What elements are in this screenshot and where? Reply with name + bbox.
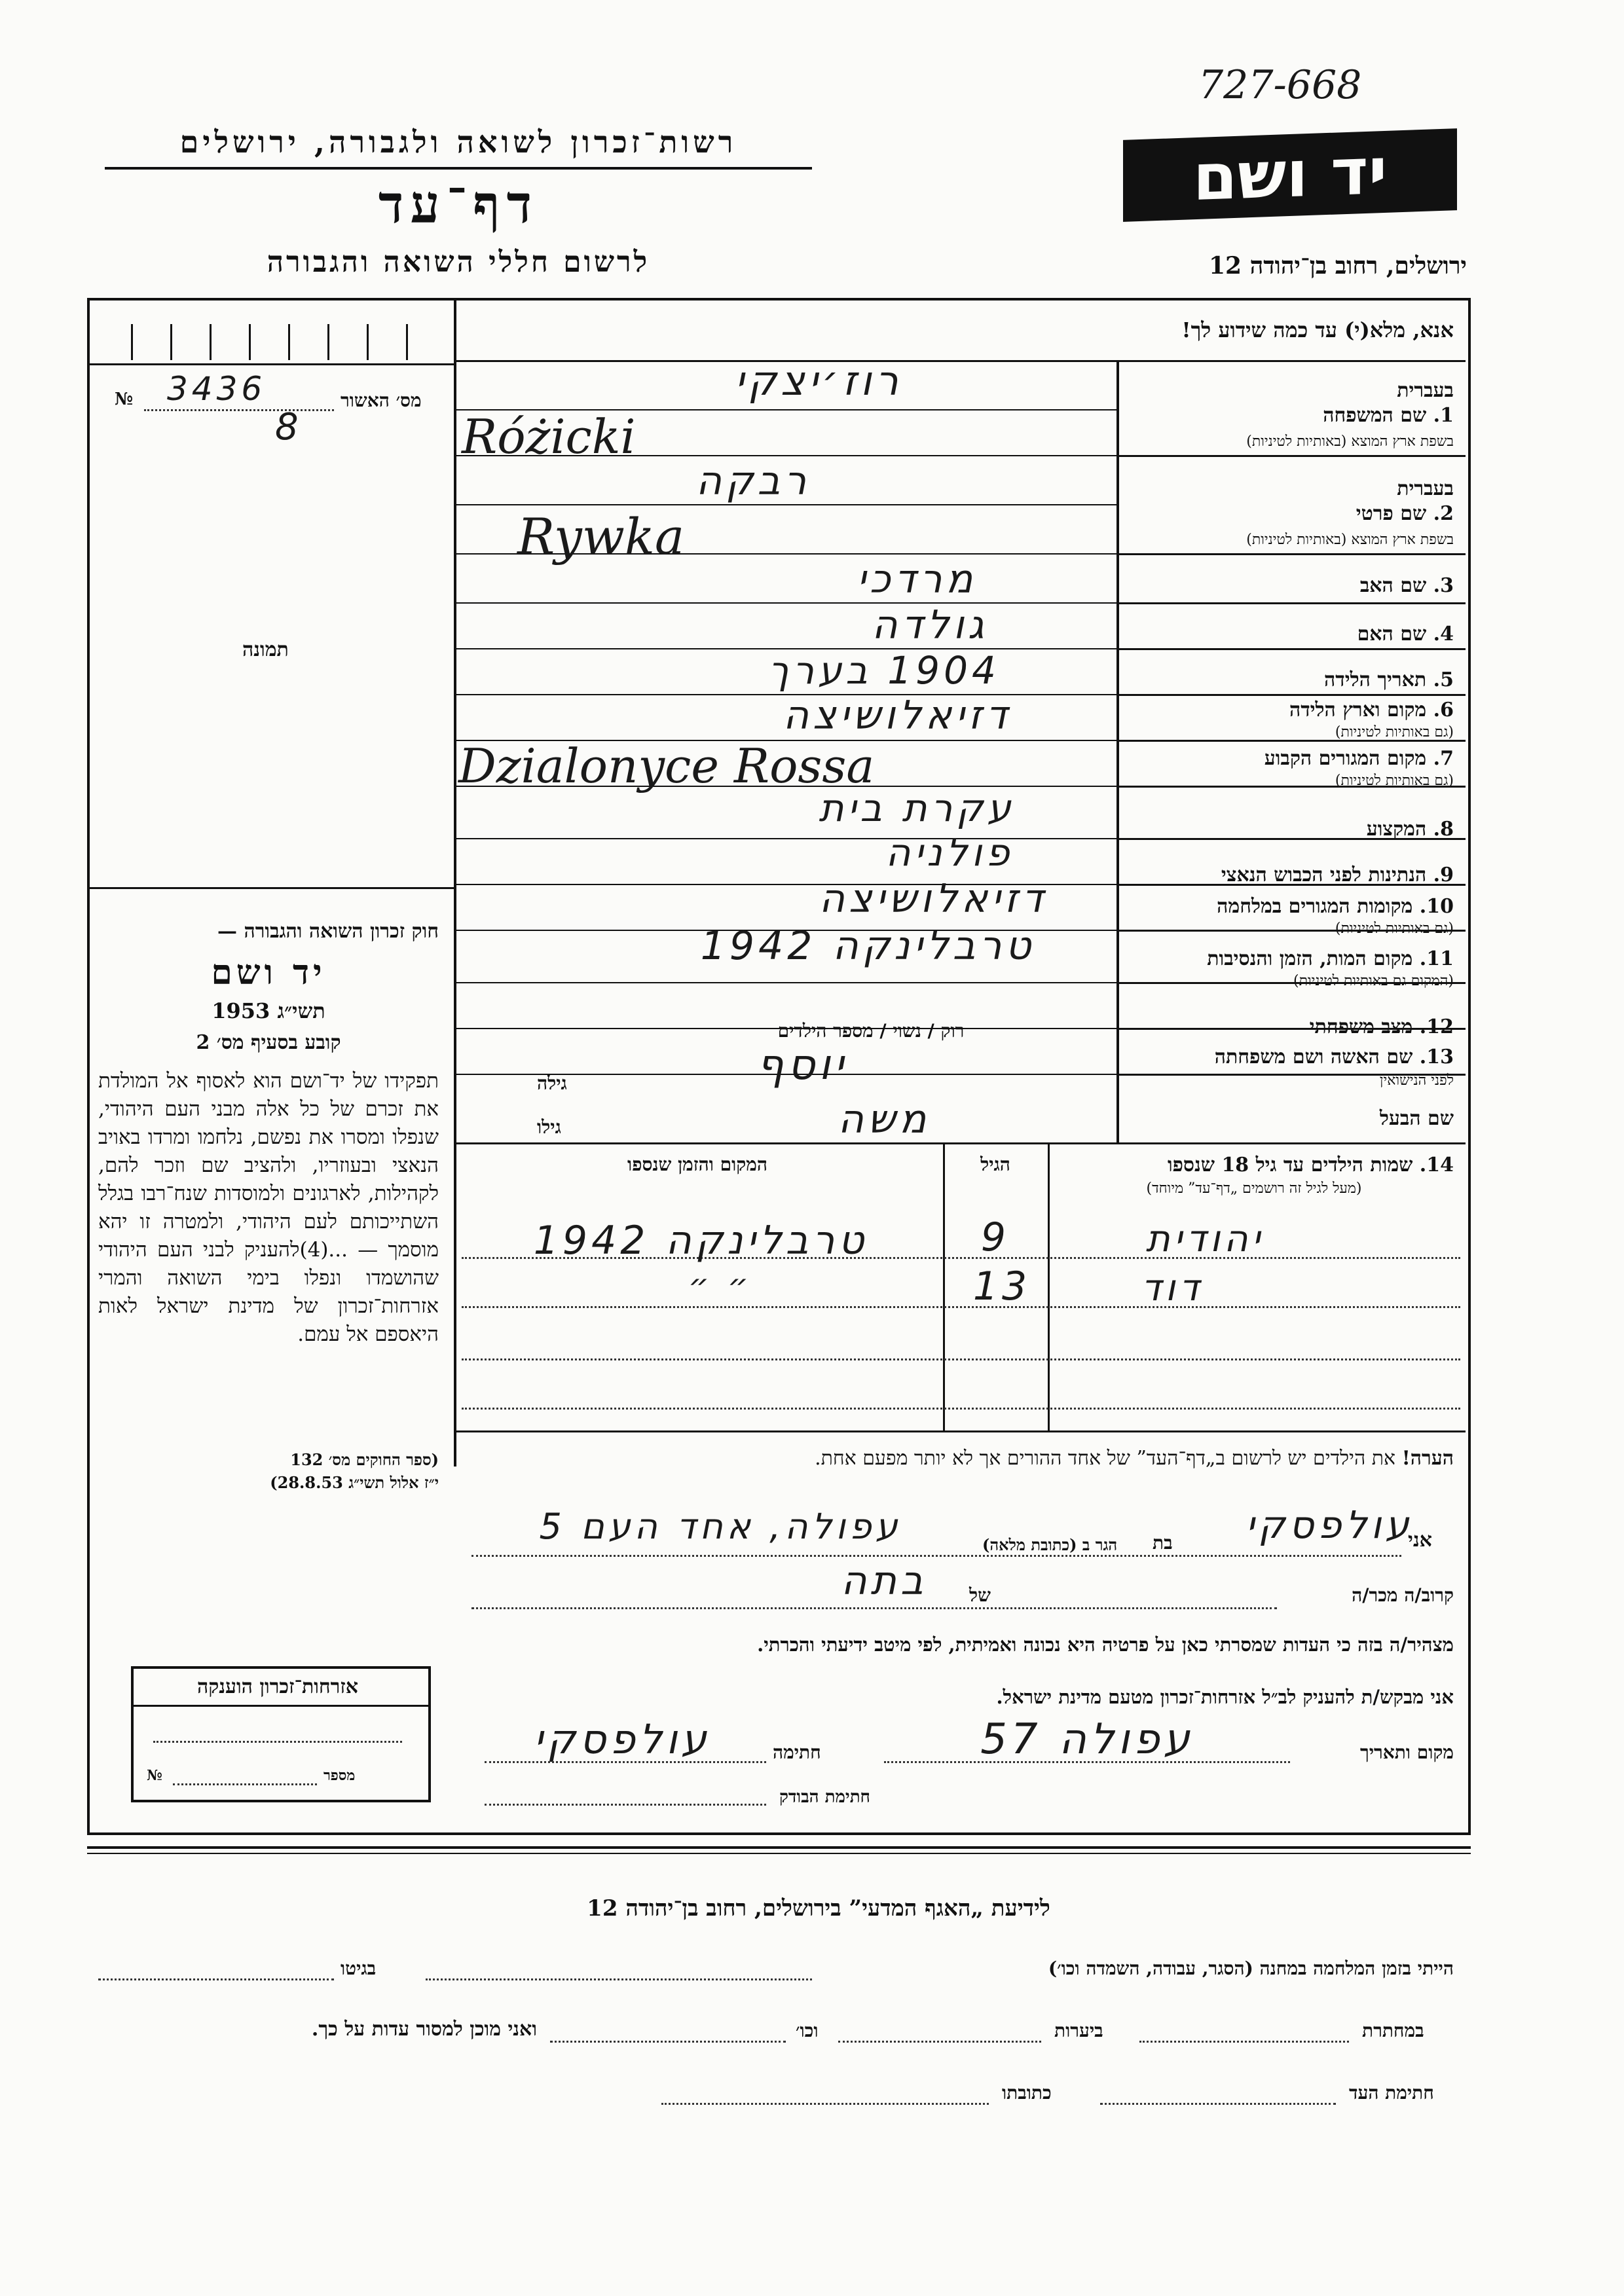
field-7-label: 7. מקום המגורים הקבוע [1264,747,1454,770]
bottom-underground: במחתרת [1362,2020,1424,2041]
children-col-place: המקום והזמן שנספו [627,1154,767,1175]
citizenship-title: אזרחות־זכרון הוענקה [196,1675,359,1698]
archive-number: 727-668 [1198,62,1362,108]
note: הערה! את הילדים יש לרשום ב„דף־העד” של אחד ההורים אך לא יותר מפעם אחת. [815,1447,1454,1470]
field-9-label: 9. הנתינות לפני הכבוש הנאצי [1221,864,1454,886]
value-war-residence: דזיאלושיצה [819,876,1048,922]
field-13-sub: לפני הנישואין [1379,1072,1454,1089]
field-8-label: 8. המקצוע [1366,818,1454,841]
field-1-sub: בשפת ארץ המוצא (באותיות לטיניות) [1246,433,1454,450]
field-13-label: 13. שם האשה ושם משפחתה [1214,1046,1454,1068]
form-title: דף־עד [378,173,539,235]
declarant-i-label: אני [1408,1529,1432,1552]
field-2-lang: בעברית [1397,477,1454,500]
child-1-place: טרבלינקה 1942 [533,1218,868,1264]
bottom-forests: ביערות [1054,2020,1103,2041]
place-date-label: מקום ותאריך [1359,1741,1454,1763]
signature: עולפסקי [534,1715,710,1763]
field-2-sub: בשפת ארץ המוצא (באותיות לטיניות) [1246,532,1454,548]
approval-suffix: 8 [275,406,303,448]
value-profession: עקרת בית [819,786,1015,830]
field-6-sub: (גם באותיות לטיניות) [1335,724,1454,740]
children-title: 14. שמות הילדים עד גיל 18 שנספו [1167,1154,1454,1176]
value-father: מרדכי [857,556,977,602]
law-title: חוק זכרון השואה והגבורה — [217,920,439,943]
declarant-ben: בת [1153,1532,1173,1554]
place-date: עפולה 57 [980,1715,1194,1764]
law-name: יד ושם [211,953,326,993]
citizenship-box [131,1666,431,1802]
request-text: אני מבקש/ת להעניק לב״ל אזרחות־זכרון מטעם מדינת ישראל. [996,1686,1454,1708]
header-address: ירושלים, רחוב בן־יהודה 12 [1208,252,1467,280]
value-firstname-lat: Rywka [517,507,685,566]
instruction: אנא, מלא(י) עד כמה שידוע לך! [1181,318,1454,342]
field-2-label: 2. שם פרטי [1356,502,1454,525]
bottom-address: כתובתו [1002,2082,1052,2104]
field-4-label: 4. שם האם [1357,623,1454,646]
law-year: תשי״ג 1953 [212,998,325,1023]
header-org: רשות־זכרון לשואה ולגבורה, ירושלים [179,124,737,160]
bottom-witness-sig: חתימת העד [1349,2082,1434,2104]
bottom-ghetto: בגיטו [341,1958,377,1979]
child-2-place: ״ ״ [688,1267,753,1305]
value-mother: גולדה [872,602,988,648]
law-ref2: י״ז אלול תשי״ג 28.8.53) [270,1473,439,1492]
declarant-of-label: של [969,1584,991,1606]
field-11-label: 11. מקום המות, הזמן והנסיבות [1207,947,1454,970]
bottom-etc: וכו׳ [796,2020,819,2041]
field-6-label: 6. מקום וארץ הלידה [1289,699,1454,721]
field-1-label: 1. שם המשפחה [1323,404,1454,427]
declarant-addr-label: הגר ב (כתובת מלאה) [982,1535,1118,1554]
value-surname-lat: Różicki [462,409,636,464]
field-12-label: 12. מצב משפחתי [1309,1015,1454,1038]
bottom-ready: ואני מוכן למסור עדות על כך. [311,2018,537,2041]
header-subtitle: לרשום חללי השואה והגבורה [267,246,650,279]
value-residence: Dzialonyce Rossa [458,738,875,793]
examiner-label: חתימת הבודק [779,1787,870,1807]
law-ref1: (ספר החוקים מס׳ 132 [290,1450,439,1469]
value-surname-he: רוז׳יצקי [735,357,902,405]
children-sub: (מעל לגיל זה רושמים „דף־עד” מיוחד) [1146,1180,1362,1197]
child-1-age: 9 [980,1214,1010,1260]
citizenship-number-label: מספר [323,1767,356,1784]
value-death-place: טרבלינקה 1942 [700,923,1035,969]
citizenship-sign: № [147,1767,162,1784]
marital-options: רוק / נשוי / מספר הילדים [777,1020,965,1042]
bottom-title: לידיעת „האגף המדעי” בירושלים, רחוב בן־יהודה 12 [587,1895,1050,1922]
law-clause: קובע בסעיף מס׳ 2 [196,1031,341,1054]
approval-sign: № [115,390,134,409]
declarant-address: עפולה, אחד העם 5 [539,1506,902,1547]
field-5-label: 5. תאריך הלידה [1324,668,1454,691]
husband-age-label: גילו [537,1116,561,1138]
field-10-label: 10. מקומות המגורים במלחמה [1217,895,1454,918]
photo-label: תמונה [242,638,289,661]
age-label: גילה [537,1072,567,1094]
approval-number: 3436 [167,370,267,408]
child-1-name: יהודית [1145,1218,1264,1260]
value-husband: משה [838,1097,931,1142]
declarant-relation: בתה [841,1558,927,1604]
value-firstname-he: רבקה [695,458,811,504]
bottom-line1: הייתי בזמן המלחמה במחנה (הסגר, עבודה, השמדה וכו׳) [1048,1958,1454,1979]
law-text: תפקידו של יד־ושם הוא לאסוף אל המולדת את זכרם של כל אלה מבני העם היהודי, שנפלו ומסרו את נפשם, נלחמו ומרדו באויב הנאצי ובעוזריו, ולהציב שם וזכר להם, לקהילות, לארגונים ולמוסדות שנח־רבו בגלל השתייכותם לעם היהודי, ולמטרה זו יהא מוסמך — ...(4)להעניק לבני העם היהודי שהושמדו ונפלו בימי השואה והמרי אזרחות־זכרון של מדינת ישראל לאות היאספם אל עמם. [98,1069,439,1346]
field-3-label: 3. שם האב [1359,574,1454,597]
value-maiden: יוסף [756,1041,848,1089]
child-2-name: דוד [1141,1267,1204,1309]
declarant-name: עולפסקי [1246,1503,1413,1547]
value-nationality: פולניה [885,830,1014,875]
signature-label: חתימה [773,1741,821,1763]
child-2-age: 13 [972,1264,1031,1309]
declaration-text: מצהיר/ה בזה כי העדות שמסרתי כאן על פרטיה היא נכונה ואמיתית, לפי מיטב ידיעתי והכרתי. [757,1633,1454,1656]
husband-label: שם הבעל [1379,1107,1454,1130]
value-birthdate: 1904 בערך [768,648,1000,693]
field-7-sub: (גם באותיות לטיניות) [1335,773,1454,789]
yad-vashem-logo: יד ושם [1123,128,1457,222]
declarant-relation-label: קרוב/ה מכר/ה [1352,1584,1454,1606]
value-birthplace: דזיאלושיצה [783,693,1012,738]
approval-label: מס׳ האשור [341,390,422,411]
field-1-lang: בעברית [1397,379,1454,402]
field-10-sub: (גם באותיות לטיניות) [1335,920,1454,937]
children-col-age: הגיל [980,1154,1010,1175]
field-11-sub: (המקום גם באותיות לטיניות) [1293,973,1454,989]
